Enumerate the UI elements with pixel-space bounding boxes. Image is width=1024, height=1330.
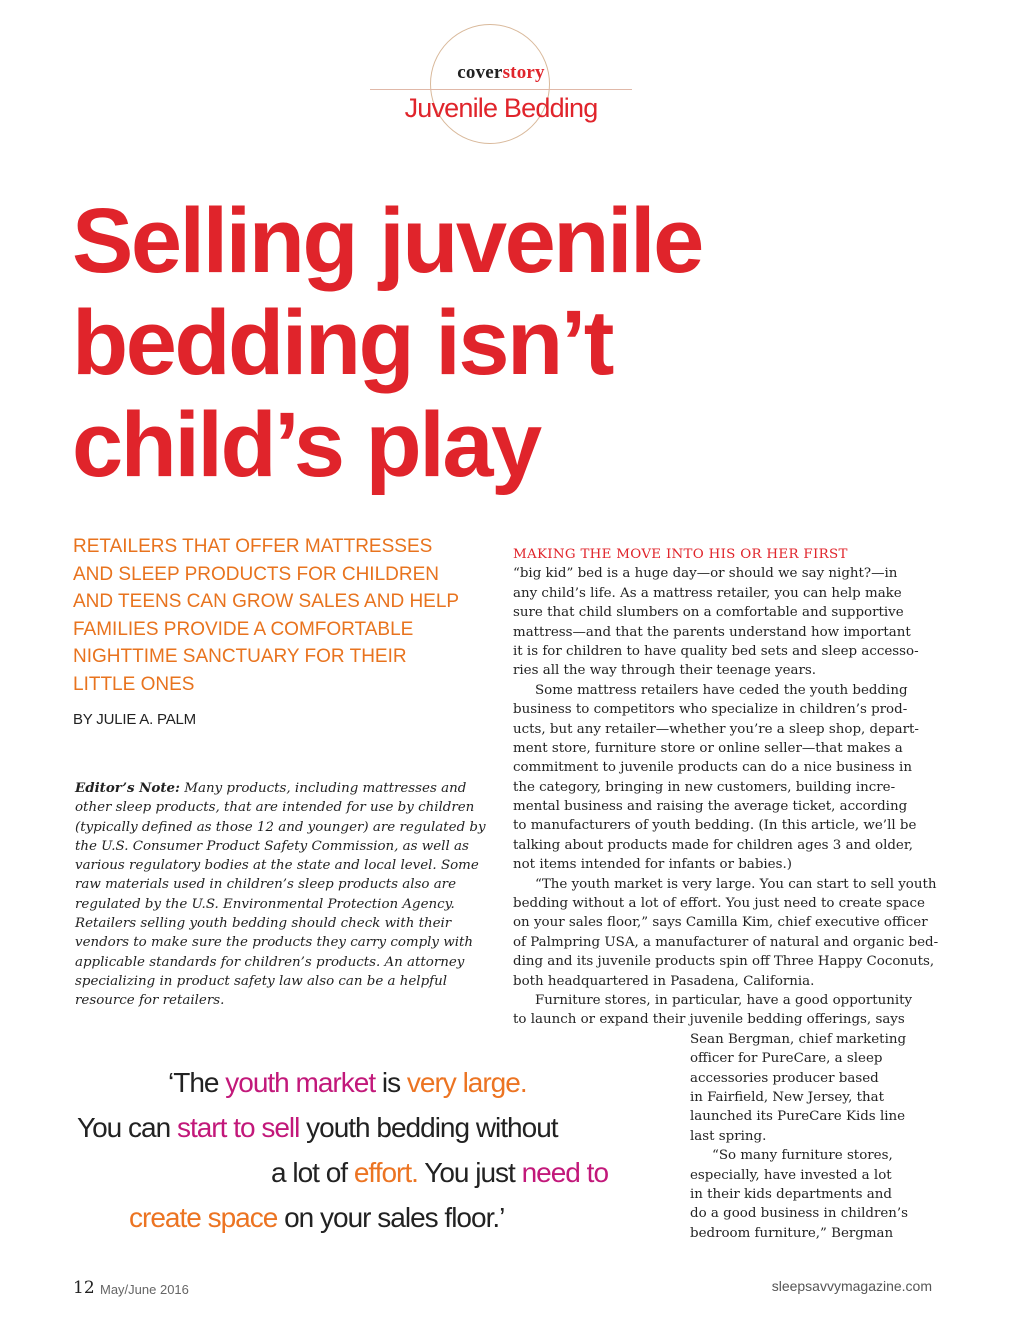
body-line: business to competitors who specialize in children’s prod- <box>513 702 908 718</box>
body-line: accessories producer based <box>690 1070 879 1086</box>
pull-quote-highlight: effort. <box>353 1157 418 1188</box>
pull-quote-highlight: very large. <box>406 1067 527 1098</box>
body-line: in Fairfield, New Jersey, that <box>690 1089 884 1105</box>
cover-word: cover <box>457 62 503 83</box>
pull-quote-line <box>271 1150 608 1195</box>
body-line: Furniture stores, in particular, have a good opportunity <box>535 992 913 1008</box>
body-line: of Palmpring USA, a manufacturer of natural and organic bed- <box>513 934 939 950</box>
pull-quote-line <box>77 1105 558 1150</box>
dek-line: AND TEENS CAN GROW SALES AND HELP <box>73 591 460 613</box>
body-line: the category, bringing in new customers, building incre- <box>513 779 896 795</box>
body-line: both headquartered in Pasadena, California. <box>513 973 815 989</box>
body-line: mattress—and that the parents understand how important <box>513 624 911 640</box>
body-line: last spring. <box>690 1128 767 1144</box>
body-line: bedroom furniture,” Bergman <box>690 1225 894 1241</box>
body-line: bedding without a lot of effort. You just need to create space <box>513 896 925 912</box>
pull-quote-highlight: youth market <box>225 1067 376 1098</box>
pull-quote-line <box>129 1195 504 1240</box>
page-number: 12 <box>73 1278 95 1298</box>
body-line: ment store, furniture store or online seller—that makes a <box>513 740 903 756</box>
dek-line: LITTLE ONES <box>73 673 195 695</box>
section-circle-ornament <box>430 24 550 144</box>
pull-quote-line <box>168 1060 527 1105</box>
body-line: “So many furniture stores, <box>712 1148 893 1164</box>
headline <box>72 190 972 496</box>
pull-quote-segment: a lot of <box>271 1157 354 1188</box>
pull-quote-segment: You can <box>77 1112 177 1143</box>
body-line: launched its PureCare Kids line <box>690 1109 906 1125</box>
body-line: it is for children to have quality bed sets and sleep accesso- <box>513 643 919 659</box>
headline-line: bedding isn’t <box>72 292 612 394</box>
body-line: “big kid” bed is a huge day—or should we say night?—in <box>513 566 898 582</box>
body-line: ding and its juvenile products spin off Three Happy Coconuts, <box>513 954 935 970</box>
body-line: officer for PureCare, a sleep <box>690 1051 883 1067</box>
body-line: on your sales floor,” says Camilla Kim, chief executive officer <box>513 915 928 931</box>
body-line: talking about products made for children ages 3 and older, <box>513 837 914 853</box>
headline-line: child’s play <box>72 394 540 496</box>
body-line: mental business and raising the average ticket, according <box>513 799 908 815</box>
body-text-column <box>513 545 939 1243</box>
body-line: not items intended for infants or babies.) <box>513 857 792 873</box>
pull-quote-segment: youth bedding without <box>299 1112 558 1143</box>
issue-date: May/June 2016 <box>100 1282 189 1297</box>
editors-note-label: Editor’s Note: <box>75 780 181 796</box>
pull-quote-segment: ‘The <box>168 1067 226 1098</box>
pull-quote-segment: You just <box>417 1157 522 1188</box>
pull-quote-highlight: create space <box>129 1202 278 1233</box>
headline-line: Selling juvenile <box>72 190 702 292</box>
body-line: to manufacturers of youth bedding. (In this article, we’ll be <box>513 818 917 834</box>
body-line: to launch or expand their juvenile bedding offerings, says <box>513 1012 905 1028</box>
pull-quote-highlight: need to <box>521 1157 609 1188</box>
story-word: story <box>502 62 545 83</box>
body-line: in their kids departments and <box>690 1186 892 1202</box>
body-line: any child’s life. As a mattress retailer, you can help make <box>513 585 902 601</box>
byline: BY JULIE A. PALM <box>73 711 196 728</box>
body-lead-in: MAKING THE MOVE INTO HIS OR HER FIRST <box>513 547 848 562</box>
section-name: Juvenile Bedding <box>404 93 598 123</box>
pull-quote-segment: on your sales floor.’ <box>277 1202 505 1233</box>
dek-line: RETAILERS THAT OFFER MATTRESSES <box>73 536 433 557</box>
editors-note <box>75 779 493 1011</box>
dek-line: AND SLEEP PRODUCTS FOR CHILDREN <box>73 563 439 585</box>
cover-story-label <box>370 62 632 84</box>
section-divider <box>370 89 632 90</box>
body-line: “The youth market is very large. You can start to sell youth <box>535 876 937 892</box>
pull-quote-segment: is <box>375 1067 407 1098</box>
dek-line: NIGHTTIME SANCTUARY FOR THEIR <box>73 646 407 668</box>
dek-line: FAMILIES PROVIDE A COMFORTABLE <box>73 618 414 640</box>
body-line: especially, have invested a lot <box>690 1167 892 1183</box>
editors-note-text: Many products, including mattresses and other sleep products, that are intended for use by children (typically defined as those 12 and younger) are regulated by the U.S. Consumer Product Safety Commission, as well as various regulatory bodies at the state and local level. Some raw materials used in children’s sleep products also are regulated by the U.S. Environmental Protection Agency. Retailers selling youth bedding should check with their vendors to make sure the products they carry comply with applicable standards for children’s products. An attorney specializing in product safety law also can be a helpful resource for retailers. <box>75 781 486 1009</box>
body-line: do a good business in children’s <box>690 1206 909 1222</box>
body-line: ries all the way through their teenage years. <box>513 663 817 679</box>
dek <box>73 533 493 699</box>
body-line: commitment to juvenile products can do a nice business in <box>513 760 912 776</box>
pull-quote-highlight: start to sell <box>176 1112 300 1143</box>
body-line: sure that child slumbers on a comfortable and supportive <box>513 605 904 621</box>
website-url: sleepsavvymagazine.com <box>771 1278 932 1294</box>
body-line: Some mattress retailers have ceded the youth bedding <box>535 682 908 698</box>
body-line: ucts, but any retailer—whether you’re a sleep shop, depart- <box>513 721 919 737</box>
body-line: Sean Bergman, chief marketing <box>690 1031 907 1047</box>
